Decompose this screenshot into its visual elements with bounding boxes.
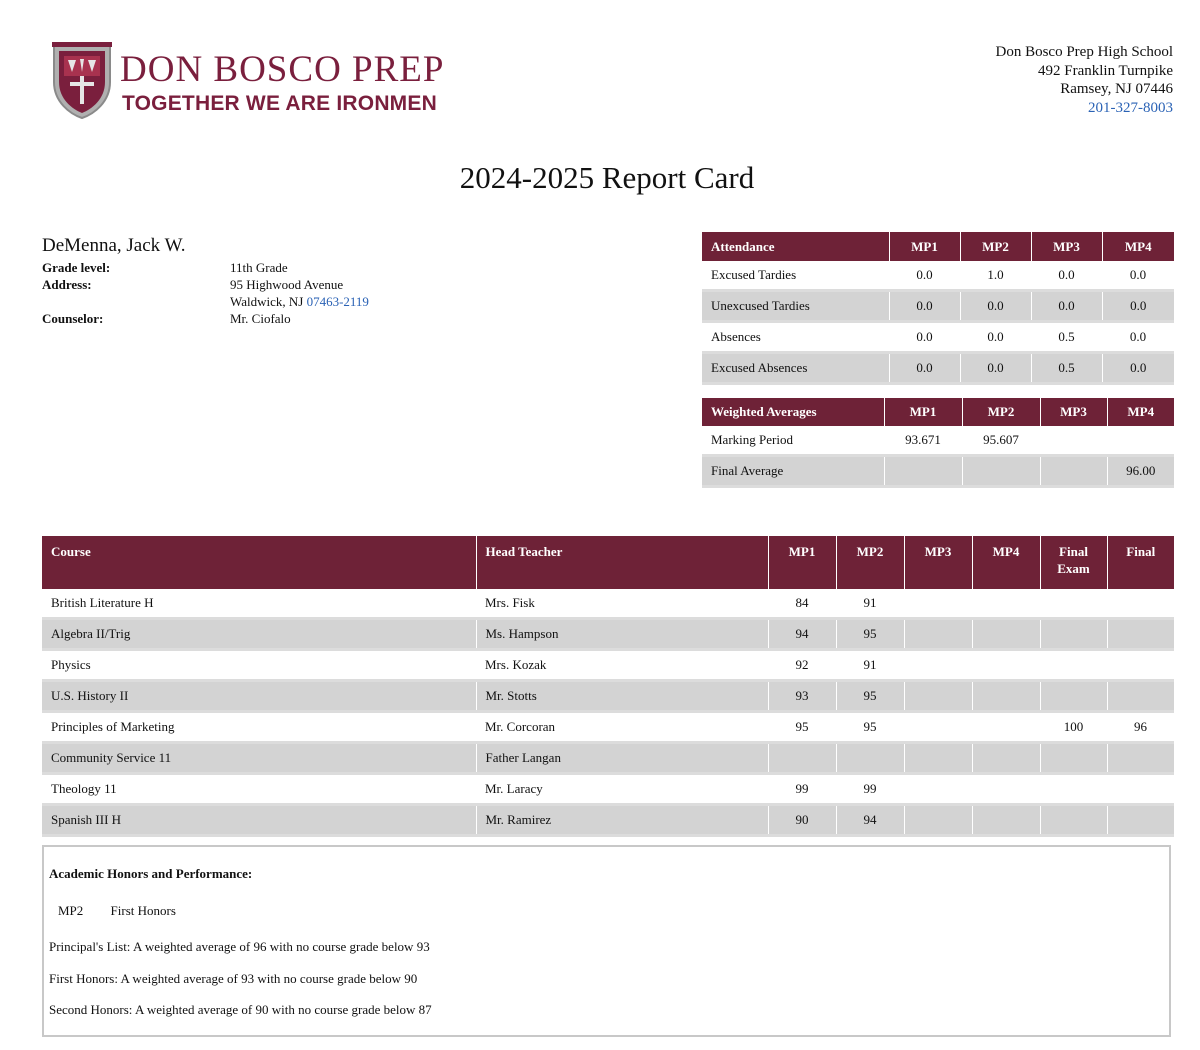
brand-slogan: TOGETHER WE ARE IRONMEN xyxy=(122,92,437,115)
school-logo xyxy=(50,42,450,122)
page-title: 2024-2025 Report Card xyxy=(459,160,755,195)
attendance-header-cell: MP3 xyxy=(1031,232,1102,261)
course-grade xyxy=(1040,774,1107,805)
weighted-cell xyxy=(884,456,962,487)
table-row xyxy=(42,681,1174,712)
course-grade xyxy=(1107,805,1174,836)
table-row xyxy=(42,805,1174,836)
weighted-averages-table xyxy=(702,398,1174,488)
table-row xyxy=(42,619,1174,650)
school-crest-icon xyxy=(50,42,114,120)
course-name: Algebra II/Trig xyxy=(42,619,476,650)
course-grade xyxy=(1107,774,1174,805)
course-grade xyxy=(1107,743,1174,774)
weighted-cell: 96.00 xyxy=(1107,456,1174,487)
address-line1: 95 Highwood Avenue xyxy=(230,277,344,292)
table-row xyxy=(42,650,1174,681)
grade-label: Grade level: xyxy=(42,260,111,275)
attendance-cell: Unexcused Tardies xyxy=(702,291,889,322)
school-street: 492 Franklin Turnpike xyxy=(1037,62,1173,79)
attendance-cell: Absences xyxy=(702,322,889,353)
table-row xyxy=(702,426,1174,456)
course-grade xyxy=(904,681,972,712)
table-row xyxy=(42,743,1174,774)
attendance-header-cell: MP4 xyxy=(1102,232,1174,261)
attendance-table xyxy=(702,232,1174,385)
course-grade: 95 xyxy=(768,712,836,743)
course-grade: 90 xyxy=(768,805,836,836)
attendance-cell: 0.0 xyxy=(1031,261,1102,291)
course-grade: 84 xyxy=(768,589,836,619)
honors-mp: MP2 xyxy=(58,903,84,918)
weighted-cell xyxy=(962,456,1040,487)
course-grade: 91 xyxy=(836,589,904,619)
table-row xyxy=(702,322,1174,353)
weighted-cell xyxy=(1040,426,1107,456)
table-row xyxy=(42,712,1174,743)
courses-header-cell: Final xyxy=(1107,536,1174,589)
course-teacher: Mr. Laracy xyxy=(476,774,768,805)
honors-box xyxy=(42,845,1171,1037)
table-row xyxy=(42,589,1174,619)
attendance-cell: 0.0 xyxy=(1102,291,1174,322)
weighted-header-cell: MP3 xyxy=(1040,398,1107,426)
course-grade xyxy=(1107,589,1174,619)
courses-header-cell: MP4 xyxy=(972,536,1040,589)
table-row xyxy=(702,291,1174,322)
course-teacher: Mr. Stotts xyxy=(476,681,768,712)
course-name: Principles of Marketing xyxy=(42,712,476,743)
course-grade xyxy=(1040,650,1107,681)
course-grade xyxy=(1040,589,1107,619)
attendance-cell: 0.0 xyxy=(1102,322,1174,353)
attendance-cell: 0.0 xyxy=(889,353,960,384)
course-grade xyxy=(972,619,1040,650)
course-grade xyxy=(904,589,972,619)
address-zip-link[interactable]: 07463-2119 xyxy=(306,294,369,309)
course-grade xyxy=(972,743,1040,774)
weighted-header xyxy=(702,398,1174,426)
courses-table xyxy=(42,536,1174,837)
course-teacher: Mr. Ramirez xyxy=(476,805,768,836)
course-grade xyxy=(904,712,972,743)
course-name: Theology 11 xyxy=(42,774,476,805)
course-grade: 95 xyxy=(836,619,904,650)
attendance-cell: 0.0 xyxy=(889,291,960,322)
attendance-cell: 0.0 xyxy=(1102,353,1174,384)
table-row xyxy=(702,353,1174,384)
course-grade: 95 xyxy=(836,681,904,712)
grade-value: 11th Grade xyxy=(230,260,288,275)
course-grade xyxy=(1040,619,1107,650)
weighted-cell: 95.607 xyxy=(962,426,1040,456)
attendance-cell: 0.5 xyxy=(1031,353,1102,384)
weighted-cell xyxy=(1107,426,1174,456)
courses-header-cell: Course xyxy=(42,536,476,589)
counselor-value: Mr. Ciofalo xyxy=(230,311,291,326)
course-grade: 95 xyxy=(836,712,904,743)
course-grade xyxy=(972,650,1040,681)
honors-criterion: Second Honors: A weighted average of 90 with no course grade below 87 xyxy=(49,1002,432,1017)
weighted-header-cell: Weighted Averages xyxy=(702,398,884,426)
table-row xyxy=(702,261,1174,291)
address-city-line xyxy=(230,293,369,310)
course-grade xyxy=(972,712,1040,743)
course-grade xyxy=(904,743,972,774)
school-city: Ramsey, NJ 07446 xyxy=(1060,81,1173,97)
attendance-header xyxy=(702,232,1174,261)
school-address xyxy=(996,43,1174,117)
course-grade xyxy=(972,774,1040,805)
course-grade xyxy=(904,650,972,681)
attendance-cell: 0.5 xyxy=(1031,322,1102,353)
course-grade: 96 xyxy=(1107,712,1174,743)
attendance-header-cell: MP2 xyxy=(960,232,1031,261)
honors-title: Academic Honors and Performance: xyxy=(49,866,253,881)
course-grade xyxy=(1107,619,1174,650)
courses-header-cell: Head Teacher xyxy=(476,536,768,589)
table-row xyxy=(42,774,1174,805)
attendance-header-cell: Attendance xyxy=(702,232,889,261)
course-grade: 94 xyxy=(836,805,904,836)
counselor-label: Counselor: xyxy=(42,311,104,326)
course-teacher: Mrs. Fisk xyxy=(476,589,768,619)
address-city: Waldwick, NJ xyxy=(230,294,304,309)
student-name: DeMenna, Jack W. xyxy=(42,235,186,256)
course-teacher: Mrs. Kozak xyxy=(476,650,768,681)
courses-header-cell: MP2 xyxy=(836,536,904,589)
attendance-cell: 0.0 xyxy=(1102,261,1174,291)
weighted-header-cell: MP4 xyxy=(1107,398,1174,426)
weighted-cell: 93.671 xyxy=(884,426,962,456)
course-teacher: Father Langan xyxy=(476,743,768,774)
course-grade: 94 xyxy=(768,619,836,650)
course-grade xyxy=(904,774,972,805)
course-grade xyxy=(972,589,1040,619)
course-grade: 99 xyxy=(836,774,904,805)
course-grade xyxy=(1040,743,1107,774)
table-row xyxy=(702,456,1174,487)
course-grade xyxy=(972,681,1040,712)
course-grade xyxy=(904,805,972,836)
attendance-header-cell: MP1 xyxy=(889,232,960,261)
courses-header xyxy=(42,536,1174,589)
brand-name: DON BOSCO PREP xyxy=(120,49,445,90)
attendance-cell: Excused Tardies xyxy=(702,261,889,291)
school-name: Don Bosco Prep High School xyxy=(995,44,1173,60)
course-grade xyxy=(1040,681,1107,712)
honors-award: First Honors xyxy=(110,903,176,918)
course-name: Physics xyxy=(42,650,476,681)
courses-header-cell: MP1 xyxy=(768,536,836,589)
course-grade xyxy=(1107,650,1174,681)
weighted-cell: Final Average xyxy=(702,456,884,487)
course-name: Spanish III H xyxy=(42,805,476,836)
course-teacher: Mr. Corcoran xyxy=(476,712,768,743)
attendance-cell: 0.0 xyxy=(889,322,960,353)
courses-header-cell: MP3 xyxy=(904,536,972,589)
course-grade xyxy=(836,743,904,774)
course-grade: 93 xyxy=(768,681,836,712)
weighted-cell xyxy=(1040,456,1107,487)
honors-award-line xyxy=(58,903,176,919)
courses-header-cell: Final Exam xyxy=(1040,536,1107,589)
attendance-cell: 1.0 xyxy=(960,261,1031,291)
course-grade xyxy=(768,743,836,774)
address-label: Address: xyxy=(42,277,92,292)
attendance-cell: 0.0 xyxy=(960,353,1031,384)
course-grade: 92 xyxy=(768,650,836,681)
course-grade: 99 xyxy=(768,774,836,805)
course-name: Community Service 11 xyxy=(42,743,476,774)
attendance-cell: 0.0 xyxy=(1031,291,1102,322)
course-grade: 91 xyxy=(836,650,904,681)
course-teacher: Ms. Hampson xyxy=(476,619,768,650)
course-grade xyxy=(1040,805,1107,836)
attendance-cell: Excused Absences xyxy=(702,353,889,384)
course-grade xyxy=(904,619,972,650)
weighted-header-cell: MP1 xyxy=(884,398,962,426)
attendance-cell: 0.0 xyxy=(960,322,1031,353)
honors-criterion: First Honors: A weighted average of 93 with no course grade below 90 xyxy=(49,971,418,986)
attendance-cell: 0.0 xyxy=(889,261,960,291)
school-phone-link[interactable]: 201-327-8003 xyxy=(1088,99,1173,116)
course-grade xyxy=(1107,681,1174,712)
honors-criterion: Principal's List: A weighted average of 96 with no course grade below 93 xyxy=(49,939,430,954)
course-name: British Literature H xyxy=(42,589,476,619)
course-grade: 100 xyxy=(1040,712,1107,743)
attendance-cell: 0.0 xyxy=(960,291,1031,322)
course-grade xyxy=(972,805,1040,836)
student-info xyxy=(42,235,642,327)
course-name: U.S. History II xyxy=(42,681,476,712)
weighted-cell: Marking Period xyxy=(702,426,884,456)
weighted-header-cell: MP2 xyxy=(962,398,1040,426)
